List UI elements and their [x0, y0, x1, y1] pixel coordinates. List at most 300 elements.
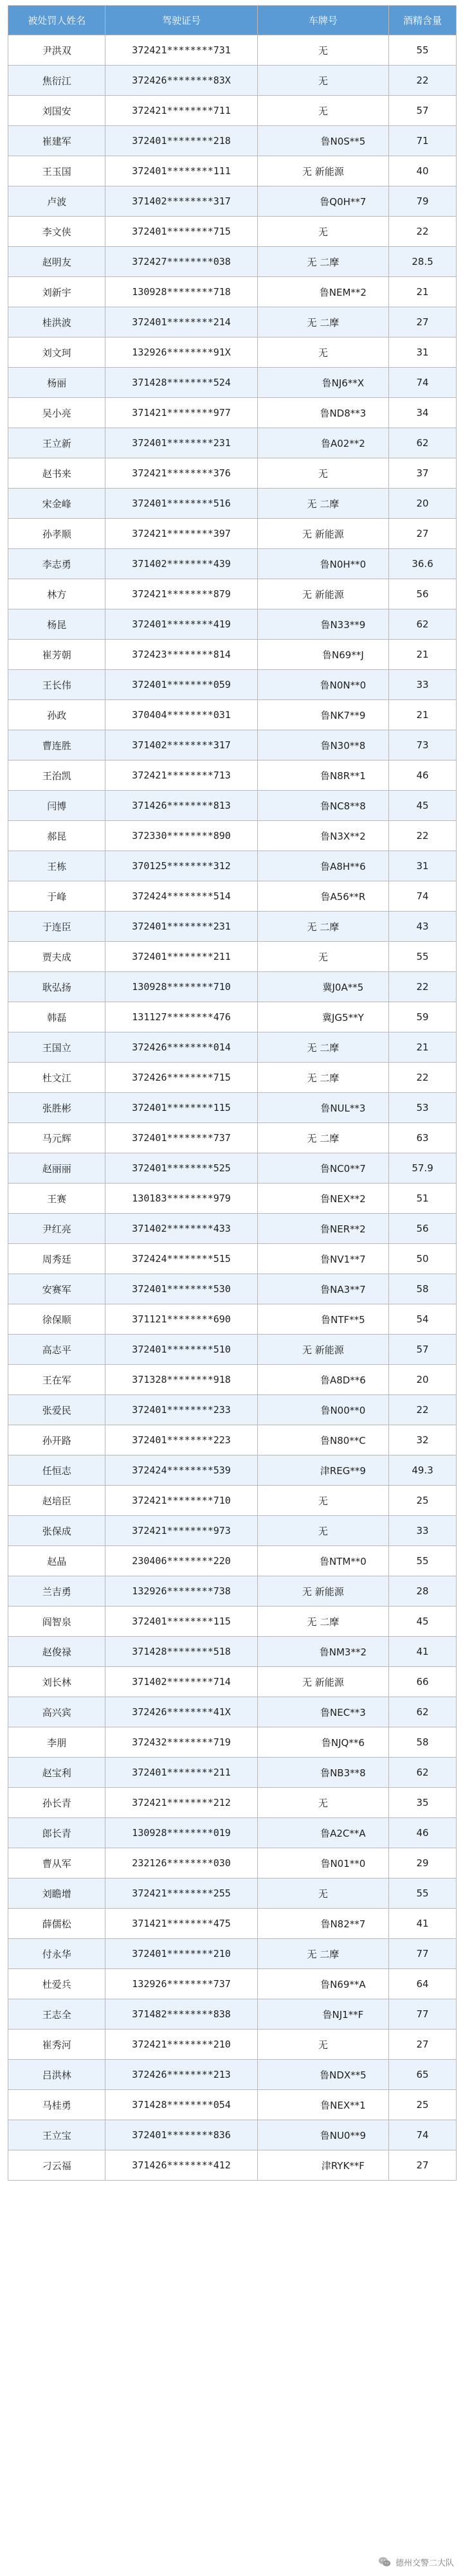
plate-cell: 鲁NU0**9: [257, 2120, 388, 2150]
alcohol-cell: 54: [389, 1304, 457, 1335]
plate-cell: 冀J0A**5: [257, 972, 388, 1002]
table-row: [8, 851, 457, 881]
alcohol-cell: 27: [389, 2030, 457, 2060]
alcohol-cell: 79: [389, 186, 457, 217]
table-row: [8, 1214, 457, 1244]
name-cell: 尹洪双: [8, 35, 105, 66]
license-cell: 372421********713: [105, 761, 257, 791]
plate-cell: 无 二摩: [257, 912, 388, 942]
license-cell: 372401********218: [105, 126, 257, 156]
name-cell: 杨昆: [8, 609, 105, 640]
name-cell: 王志全: [8, 1999, 105, 2030]
name-cell: 孙长青: [8, 1788, 105, 1818]
license-cell: 372401********530: [105, 1274, 257, 1304]
plate-cell: 鲁NEX**1: [257, 2090, 388, 2120]
alcohol-cell: 55: [389, 35, 457, 66]
alcohol-cell: 74: [389, 881, 457, 912]
plate-cell: 鲁NC0**7: [257, 1153, 388, 1184]
plate-cell: 无 新能源: [257, 156, 388, 186]
plate-cell: 鲁A02**2: [257, 428, 388, 458]
license-cell: 372330********890: [105, 821, 257, 851]
table-row: [8, 156, 457, 186]
name-cell: 林方: [8, 579, 105, 609]
table-row: [8, 1365, 457, 1395]
alcohol-cell: 65: [389, 2060, 457, 2090]
license-cell: 372401********231: [105, 912, 257, 942]
table-row: [8, 942, 457, 972]
plate-cell: 无 二摩: [257, 1123, 388, 1153]
name-cell: 吕洪林: [8, 2060, 105, 2090]
name-cell: 郝昆: [8, 821, 105, 851]
wechat-icon: [377, 2555, 392, 2569]
name-cell: 刘瞻增: [8, 1878, 105, 1909]
plate-cell: 无: [257, 1516, 388, 1546]
license-cell: 372401********516: [105, 489, 257, 519]
plate-cell: 无 新能源: [257, 1576, 388, 1607]
plate-cell: 鲁NJ1**F: [257, 1999, 388, 2030]
table-row: [8, 2120, 457, 2150]
table-row: [8, 1244, 457, 1274]
table-row: [8, 1032, 457, 1063]
name-cell: 崔建军: [8, 126, 105, 156]
name-cell: 崔芳朝: [8, 640, 105, 670]
alcohol-cell: 74: [389, 2120, 457, 2150]
name-cell: 王立宝: [8, 2120, 105, 2150]
alcohol-cell: 62: [389, 609, 457, 640]
table-row: [8, 791, 457, 821]
license-cell: 372426********41X: [105, 1697, 257, 1727]
plate-cell: 鲁N01**0: [257, 1848, 388, 1878]
plate-cell: 无 二摩: [257, 247, 388, 277]
alcohol-cell: 71: [389, 126, 457, 156]
plate-cell: 鲁N00**0: [257, 1395, 388, 1425]
alcohol-cell: 22: [389, 972, 457, 1002]
alcohol-cell: 41: [389, 1637, 457, 1667]
license-cell: 130183********979: [105, 1184, 257, 1214]
plate-cell: 鲁NA3**7: [257, 1274, 388, 1304]
license-cell: 371402********317: [105, 730, 257, 761]
plate-cell: 鲁NM3**2: [257, 1637, 388, 1667]
license-cell: 372401********115: [105, 1093, 257, 1123]
alcohol-cell: 27: [389, 519, 457, 549]
table-row: [8, 579, 457, 609]
name-cell: 刘新宇: [8, 277, 105, 307]
table-row: [8, 338, 457, 368]
name-cell: 吴小亮: [8, 398, 105, 428]
name-cell: 赵书来: [8, 458, 105, 489]
plate-cell: 无: [257, 2030, 388, 2060]
name-cell: 王长伟: [8, 670, 105, 700]
name-cell: 王立新: [8, 428, 105, 458]
license-cell: 232126********030: [105, 1848, 257, 1878]
name-cell: 宋金峰: [8, 489, 105, 519]
plate-cell: 鲁N0S**5: [257, 126, 388, 156]
alcohol-cell: 50: [389, 1244, 457, 1274]
name-cell: 孙孝顺: [8, 519, 105, 549]
name-cell: 赵宝利: [8, 1758, 105, 1788]
table-row: [8, 700, 457, 730]
license-cell: 372401********737: [105, 1123, 257, 1153]
name-cell: 任恒志: [8, 1455, 105, 1486]
name-cell: 杜文江: [8, 1063, 105, 1093]
alcohol-cell: 59: [389, 1002, 457, 1032]
plate-cell: 鲁NJ6**X: [257, 368, 388, 398]
plate-cell: 鲁N0H**0: [257, 549, 388, 579]
license-cell: 371482********838: [105, 1999, 257, 2030]
license-cell: 372426********83X: [105, 66, 257, 96]
table-body: [8, 35, 457, 2181]
table-row: [8, 2030, 457, 2060]
name-cell: 郎长青: [8, 1818, 105, 1848]
table-row: [8, 1123, 457, 1153]
license-cell: 370404********031: [105, 700, 257, 730]
alcohol-cell: 27: [389, 307, 457, 338]
name-cell: 张爱民: [8, 1395, 105, 1425]
license-cell: 131127********476: [105, 1002, 257, 1032]
header-name: 被处罚人姓名: [8, 6, 105, 35]
table-row: [8, 1788, 457, 1818]
alcohol-cell: 31: [389, 851, 457, 881]
plate-cell: 鲁N33**9: [257, 609, 388, 640]
license-cell: 370125********312: [105, 851, 257, 881]
alcohol-cell: 29: [389, 1848, 457, 1878]
header-row: [8, 6, 457, 35]
license-cell: 372401********223: [105, 1425, 257, 1455]
alcohol-cell: 21: [389, 1032, 457, 1063]
plate-cell: 鲁N80**C: [257, 1425, 388, 1455]
alcohol-cell: 46: [389, 1818, 457, 1848]
alcohol-cell: 31: [389, 338, 457, 368]
name-cell: 孙政: [8, 700, 105, 730]
license-cell: 371421********977: [105, 398, 257, 428]
alcohol-cell: 55: [389, 942, 457, 972]
name-cell: 兰吉勇: [8, 1576, 105, 1607]
name-cell: 韩磊: [8, 1002, 105, 1032]
name-cell: 桂洪波: [8, 307, 105, 338]
table-row: [8, 912, 457, 942]
name-cell: 赵培臣: [8, 1486, 105, 1516]
plate-cell: 鲁NTF**5: [257, 1304, 388, 1335]
license-cell: 372421********376: [105, 458, 257, 489]
plate-cell: 无: [257, 66, 388, 96]
table-row: [8, 217, 457, 247]
table-row: [8, 1999, 457, 2030]
name-cell: 贾夫成: [8, 942, 105, 972]
license-cell: 372426********014: [105, 1032, 257, 1063]
header-license: 驾驶证号: [105, 6, 257, 35]
table-row: [8, 1909, 457, 1939]
name-cell: 高志平: [8, 1335, 105, 1365]
alcohol-cell: 56: [389, 579, 457, 609]
license-cell: 372401********233: [105, 1395, 257, 1425]
name-cell: 王赛: [8, 1184, 105, 1214]
license-cell: 371428********518: [105, 1637, 257, 1667]
name-cell: 张保成: [8, 1516, 105, 1546]
alcohol-cell: 27: [389, 2150, 457, 2181]
alcohol-cell: 37: [389, 458, 457, 489]
table-row: [8, 1727, 457, 1758]
license-cell: 372401********836: [105, 2120, 257, 2150]
table-row: [8, 761, 457, 791]
name-cell: 赵丽丽: [8, 1153, 105, 1184]
license-cell: 372421********255: [105, 1878, 257, 1909]
alcohol-cell: 32: [389, 1425, 457, 1455]
plate-cell: 鲁NJQ**6: [257, 1727, 388, 1758]
table-row: [8, 1667, 457, 1697]
license-cell: 372424********514: [105, 881, 257, 912]
plate-cell: 鲁N69**J: [257, 640, 388, 670]
plate-cell: 冀JG5**Y: [257, 1002, 388, 1032]
table-row: [8, 1093, 457, 1123]
name-cell: 张胜彬: [8, 1093, 105, 1123]
license-cell: 130928********718: [105, 277, 257, 307]
license-cell: 371426********813: [105, 791, 257, 821]
alcohol-cell: 45: [389, 791, 457, 821]
name-cell: 耿弘扬: [8, 972, 105, 1002]
alcohol-cell: 62: [389, 428, 457, 458]
name-cell: 刘国安: [8, 96, 105, 126]
plate-cell: 无: [257, 338, 388, 368]
plate-cell: 鲁NEX**2: [257, 1184, 388, 1214]
license-cell: 372401********510: [105, 1335, 257, 1365]
license-cell: 132926********737: [105, 1969, 257, 1999]
table-row: [8, 1516, 457, 1546]
table-row: [8, 609, 457, 640]
alcohol-cell: 22: [389, 66, 457, 96]
table-row: [8, 730, 457, 761]
license-cell: 372401********211: [105, 942, 257, 972]
name-cell: 李志勇: [8, 549, 105, 579]
alcohol-cell: 33: [389, 670, 457, 700]
table-row: [8, 1395, 457, 1425]
table-row: [8, 670, 457, 700]
table-row: [8, 1184, 457, 1214]
table-row: [8, 1153, 457, 1184]
table-row: [8, 277, 457, 307]
alcohol-cell: 55: [389, 1878, 457, 1909]
watermark: [374, 2552, 458, 2572]
license-cell: 372421********710: [105, 1486, 257, 1516]
table-row: [8, 1758, 457, 1788]
name-cell: 杨丽: [8, 368, 105, 398]
license-cell: 372421********711: [105, 96, 257, 126]
license-cell: 371402********317: [105, 186, 257, 217]
license-cell: 372421********973: [105, 1516, 257, 1546]
plate-cell: 鲁N30**8: [257, 730, 388, 761]
table-row: [8, 1335, 457, 1365]
name-cell: 刘文珂: [8, 338, 105, 368]
table-row: [8, 821, 457, 851]
alcohol-cell: 58: [389, 1274, 457, 1304]
plate-cell: 无 二摩: [257, 489, 388, 519]
license-cell: 372423********814: [105, 640, 257, 670]
license-cell: 230406********220: [105, 1546, 257, 1576]
plate-cell: 无 二摩: [257, 1607, 388, 1637]
alcohol-cell: 53: [389, 1093, 457, 1123]
alcohol-cell: 25: [389, 1486, 457, 1516]
license-cell: 372432********719: [105, 1727, 257, 1758]
table-row: [8, 368, 457, 398]
name-cell: 阎智泉: [8, 1607, 105, 1637]
table-row: [8, 458, 457, 489]
name-cell: 赵晶: [8, 1546, 105, 1576]
plate-cell: 无: [257, 1878, 388, 1909]
table-row: [8, 1304, 457, 1335]
alcohol-cell: 22: [389, 1395, 457, 1425]
plate-cell: 鲁N82**7: [257, 1909, 388, 1939]
plate-cell: 鲁NDX**5: [257, 2060, 388, 2090]
plate-cell: 无 二摩: [257, 307, 388, 338]
alcohol-cell: 36.6: [389, 549, 457, 579]
license-cell: 372401********115: [105, 1607, 257, 1637]
plate-cell: 无 新能源: [257, 1335, 388, 1365]
name-cell: 曹从军: [8, 1848, 105, 1878]
alcohol-cell: 46: [389, 761, 457, 791]
license-cell: 371428********054: [105, 2090, 257, 2120]
name-cell: 李朋: [8, 1727, 105, 1758]
name-cell: 李文侠: [8, 217, 105, 247]
table-row: [8, 881, 457, 912]
name-cell: 赵俊禄: [8, 1637, 105, 1667]
alcohol-cell: 56: [389, 1214, 457, 1244]
alcohol-cell: 77: [389, 1999, 457, 2030]
table-row: [8, 1878, 457, 1909]
plate-cell: 鲁NEC**3: [257, 1697, 388, 1727]
alcohol-cell: 58: [389, 1727, 457, 1758]
alcohol-cell: 28.5: [389, 247, 457, 277]
license-cell: 372401********525: [105, 1153, 257, 1184]
table-header: [8, 6, 457, 35]
table-row: [8, 35, 457, 66]
table-row: [8, 247, 457, 277]
plate-cell: 无 二摩: [257, 1939, 388, 1969]
plate-cell: 无 新能源: [257, 519, 388, 549]
name-cell: 付永华: [8, 1939, 105, 1969]
name-cell: 马桂勇: [8, 2090, 105, 2120]
plate-cell: 津REG**9: [257, 1455, 388, 1486]
table-row: [8, 428, 457, 458]
name-cell: 杜爱兵: [8, 1969, 105, 1999]
name-cell: 卢波: [8, 186, 105, 217]
alcohol-cell: 74: [389, 368, 457, 398]
alcohol-cell: 66: [389, 1667, 457, 1697]
alcohol-cell: 45: [389, 1607, 457, 1637]
license-cell: 372421********731: [105, 35, 257, 66]
alcohol-cell: 57.9: [389, 1153, 457, 1184]
alcohol-cell: 34: [389, 398, 457, 428]
alcohol-cell: 20: [389, 1365, 457, 1395]
name-cell: 王治凯: [8, 761, 105, 791]
alcohol-cell: 22: [389, 217, 457, 247]
license-cell: 372401********059: [105, 670, 257, 700]
license-cell: 371426********412: [105, 2150, 257, 2181]
license-cell: 372401********111: [105, 156, 257, 186]
plate-cell: 鲁N8R**1: [257, 761, 388, 791]
alcohol-cell: 63: [389, 1123, 457, 1153]
alcohol-cell: 51: [389, 1184, 457, 1214]
alcohol-cell: 21: [389, 700, 457, 730]
plate-cell: 无 新能源: [257, 1667, 388, 1697]
license-cell: 372424********539: [105, 1455, 257, 1486]
table-row: [8, 66, 457, 96]
name-cell: 安赛军: [8, 1274, 105, 1304]
license-cell: 130928********019: [105, 1818, 257, 1848]
plate-cell: 鲁ND8**3: [257, 398, 388, 428]
name-cell: 王国立: [8, 1032, 105, 1063]
penalty-table: [8, 5, 457, 2181]
table-row: [8, 1455, 457, 1486]
plate-cell: 鲁A8H**6: [257, 851, 388, 881]
license-cell: 372421********212: [105, 1788, 257, 1818]
name-cell: 刁云福: [8, 2150, 105, 2181]
table-row: [8, 549, 457, 579]
alcohol-cell: 64: [389, 1969, 457, 1999]
name-cell: 于连臣: [8, 912, 105, 942]
plate-cell: 鲁NER**2: [257, 1214, 388, 1244]
license-cell: 372421********879: [105, 579, 257, 609]
table-row: [8, 1697, 457, 1727]
table-row: [8, 1607, 457, 1637]
alcohol-cell: 21: [389, 277, 457, 307]
name-cell: 闫博: [8, 791, 105, 821]
license-cell: 372426********715: [105, 1063, 257, 1093]
name-cell: 赵明友: [8, 247, 105, 277]
name-cell: 焦衍江: [8, 66, 105, 96]
table-row: [8, 1486, 457, 1516]
license-cell: 371402********439: [105, 549, 257, 579]
table-row: [8, 1637, 457, 1667]
table-row: [8, 1425, 457, 1455]
license-cell: 371402********433: [105, 1214, 257, 1244]
name-cell: 孙开路: [8, 1425, 105, 1455]
header-plate: 车牌号: [257, 6, 388, 35]
table-row: [8, 1848, 457, 1878]
plate-cell: 无 二摩: [257, 1063, 388, 1093]
alcohol-cell: 40: [389, 156, 457, 186]
alcohol-cell: 41: [389, 1909, 457, 1939]
table-row: [8, 2090, 457, 2120]
license-cell: 372401********211: [105, 1758, 257, 1788]
license-cell: 371421********475: [105, 1909, 257, 1939]
plate-cell: 无 新能源: [257, 579, 388, 609]
license-cell: 132926********91X: [105, 338, 257, 368]
table-row: [8, 489, 457, 519]
alcohol-cell: 28: [389, 1576, 457, 1607]
watermark-text: 德州交警二大队: [395, 2558, 454, 2568]
name-cell: 王栋: [8, 851, 105, 881]
plate-cell: 津RYK**F: [257, 2150, 388, 2181]
name-cell: 薛儒松: [8, 1909, 105, 1939]
license-cell: 372401********210: [105, 1939, 257, 1969]
plate-cell: 无: [257, 96, 388, 126]
plate-cell: 鲁NTM**0: [257, 1546, 388, 1576]
plate-cell: 无: [257, 458, 388, 489]
table-row: [8, 96, 457, 126]
table-row: [8, 640, 457, 670]
table-row: [8, 1546, 457, 1576]
plate-cell: 无: [257, 1788, 388, 1818]
license-cell: 130928********710: [105, 972, 257, 1002]
plate-cell: 鲁N69**A: [257, 1969, 388, 1999]
alcohol-cell: 55: [389, 1546, 457, 1576]
name-cell: 王玉国: [8, 156, 105, 186]
alcohol-cell: 25: [389, 2090, 457, 2120]
table-row: [8, 1063, 457, 1093]
license-cell: 372401********419: [105, 609, 257, 640]
license-cell: 371428********524: [105, 368, 257, 398]
table-row: [8, 398, 457, 428]
alcohol-cell: 33: [389, 1516, 457, 1546]
